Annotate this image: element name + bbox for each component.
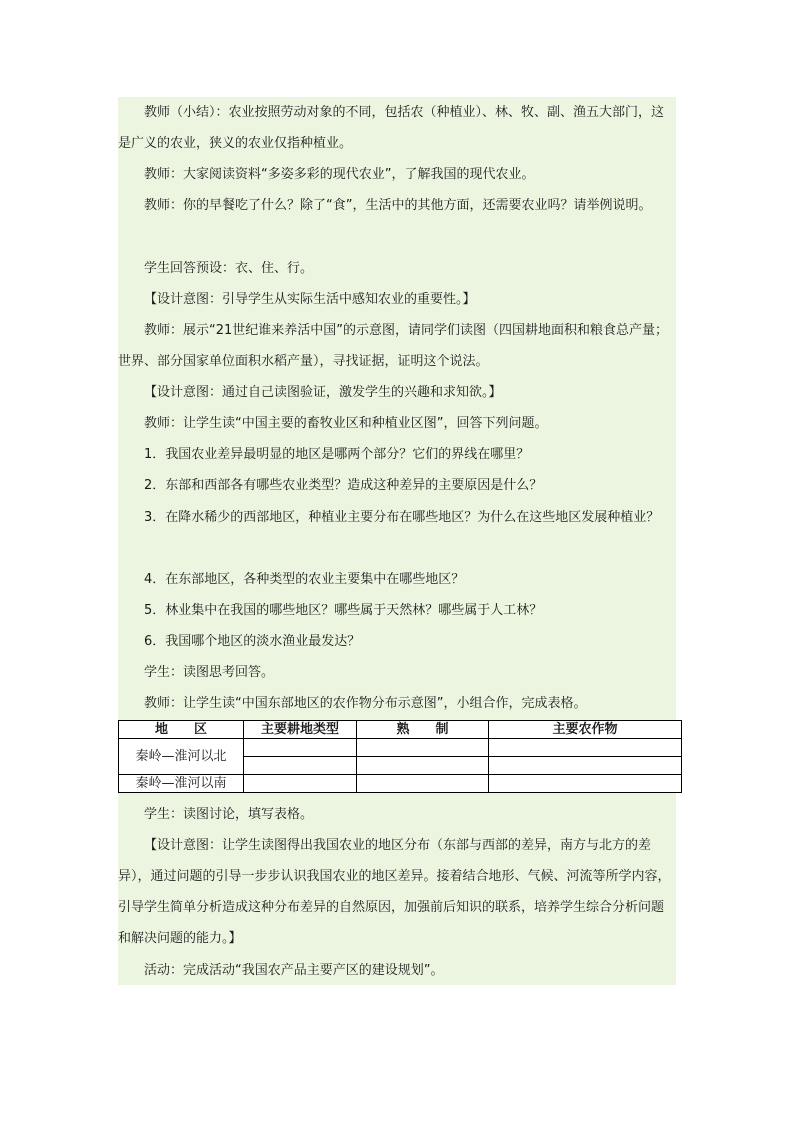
table-cell-empty[interactable]: [357, 739, 489, 757]
table-cell-empty[interactable]: [357, 757, 489, 775]
question-6: 6．我国哪个地区的淡水渔业最发达？: [144, 634, 361, 649]
paragraph-design-intent-2: 【设计意图：通过自己读图验证，激发学生的兴趣和求知欲。】: [144, 385, 502, 400]
paragraph-read-map: 教师：让学生读“中国主要的畜牧业区和种植业区图”，回答下列问题。: [144, 416, 548, 431]
table-cell-empty[interactable]: [244, 775, 357, 793]
paragraph-design-intent-1: 【设计意图：引导学生从实际生活中感知农业的重要性。】: [144, 292, 476, 307]
table-cell-empty[interactable]: [357, 775, 489, 793]
region-south: 秦岭—淮河以南: [119, 775, 244, 793]
question-2: 2．东部和西部各有哪些农业类型？造成这种差异的主要原因是什么？: [144, 478, 543, 493]
question-3: 3．在降水稀少的西部地区，种植业主要分布在哪些地区？为什么在这些地区发展种植业？: [144, 510, 660, 525]
header-cropping-system: 熟 制: [357, 721, 489, 739]
paragraph-student-fill: 学生：读图讨论，填写表格。: [144, 807, 314, 822]
paragraph-teacher-summary: 教师（小结）：农业按照劳动对象的不同，包括农（种植业）、林、牧、副、渔五大部门，这是广义的农业，狭义的农业仅指种植业。: [118, 105, 665, 151]
table-cell-empty[interactable]: [489, 775, 682, 793]
paragraph-design-intent-3: 【设计意图：让学生读图得出我国农业的地区分布（东部与西部的差异，南方与北方的差异），通过问题的引导一步步认识我国农业的地区差异。接着结合地形、气候、河流等所学内容，引导学生简单分析造成这种分布差异的自然原因，加强前后知识的联系，培养学生综合分析问题和解决问题的能力。】: [118, 838, 671, 946]
paragraph-breakfast-question: 教师：你的早餐吃了什么？除了“食”，生活中的其他方面，还需要农业吗？请举例说明。: [144, 198, 652, 213]
paragraph-group-task: 教师：让学生读“中国东部地区的农作物分布示意图”，小组合作，完成表格。: [144, 696, 587, 711]
paragraph-reading-material: 教师：大家阅读资料“多姿多彩的现代农业”，了解我国的现代农业。: [144, 167, 535, 182]
header-main-crops: 主要农作物: [489, 721, 682, 739]
paragraph-activity: 活动：完成活动“我国农产品主要产区的建设规划”。: [144, 963, 444, 978]
table-row: [119, 739, 682, 757]
table-cell-empty[interactable]: [244, 757, 357, 775]
header-region: 地 区: [119, 721, 244, 739]
question-4: 4．在东部地区，各种类型的农业主要集中在哪些地区？: [144, 572, 465, 587]
paragraph-student-reply: 学生：读图思考回答。: [144, 665, 275, 680]
table-row: [119, 775, 682, 793]
paragraph-student-answer: 学生回答预设：衣、住、行。: [144, 261, 314, 276]
table-header-row: [119, 721, 682, 739]
table-cell-empty[interactable]: [244, 739, 357, 757]
table-cell-empty[interactable]: [489, 739, 682, 757]
region-north: 秦岭—淮河以北: [119, 739, 244, 775]
question-1: 1．我国农业差异最明显的地区是哪两个部分？它们的界线在哪里？: [144, 447, 530, 462]
crop-distribution-table: [118, 720, 682, 793]
question-5: 5．林业集中在我国的哪些地区？哪些属于天然林？哪些属于人工林？: [144, 603, 543, 618]
table-cell-empty[interactable]: [489, 757, 682, 775]
header-land-type: 主要耕地类型: [244, 721, 357, 739]
paragraph-show-diagram: 教师：展示“21世纪谁来养活中国”的示意图，请同学们读图（四国耕地面积和粮食总产量；世界、部分国家单位面积水稻产量），寻找证据，证明这个说法。: [118, 323, 669, 369]
